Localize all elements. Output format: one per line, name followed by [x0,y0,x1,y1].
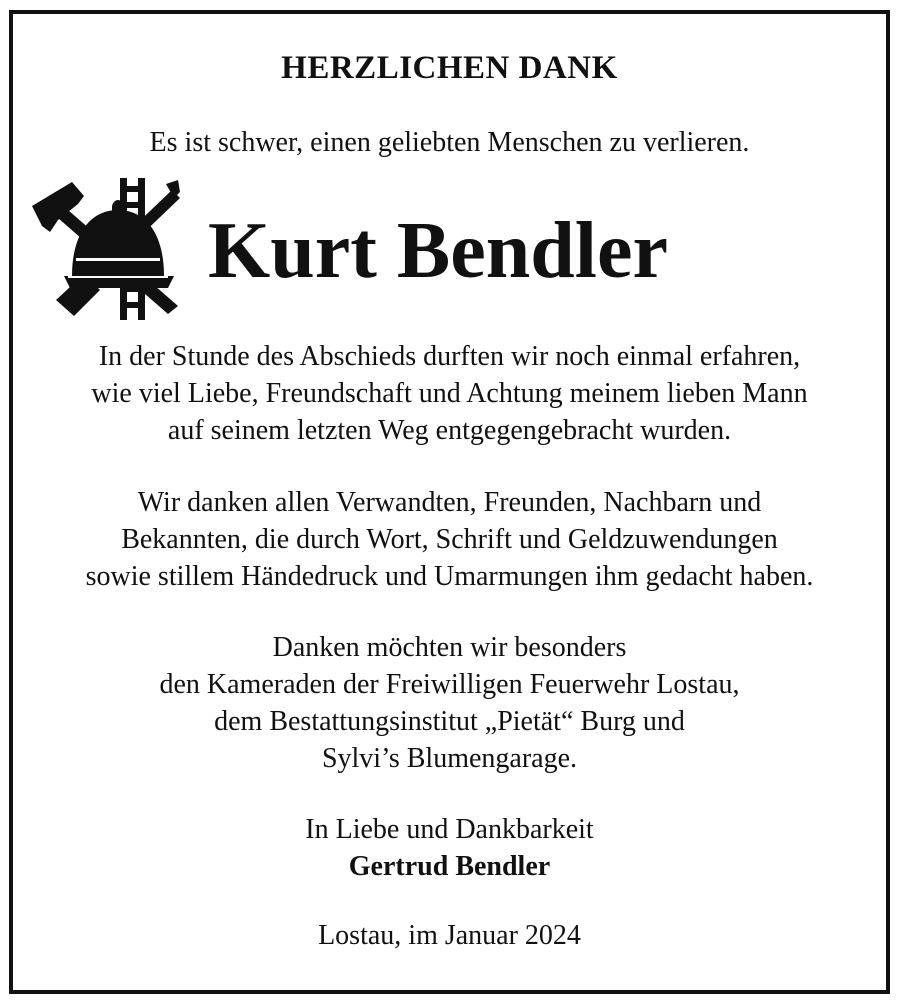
paragraph-line: sowie stillem Händedruck und Umarmungen ihm gedacht haben. [85,561,814,592]
paragraph-line: In der Stunde des Abschieds durften wir noch einmal erfahren, [98,341,801,372]
paragraph-line: Danken möchten wir besonders [272,632,627,663]
notice-heading: HERZLICHEN DANK [281,50,618,86]
paragraph-thanks [0,484,899,595]
signer-name: Gertrud Bendler [348,851,551,882]
paragraph-line: den Kameraden der Freiwilligen Feuerwehr Lostau, [159,669,740,700]
paragraph-special-thanks [0,629,899,777]
paragraph-line: Wir danken allen Verwandten, Freunden, Nachbarn und [137,487,762,518]
place-date: Lostau, im Januar 2024 [318,920,581,951]
intro-line: Es ist schwer, einen geliebten Menschen zu verlieren. [149,127,750,158]
closing-line: In Liebe und Dankbarkeit [305,814,594,845]
paragraph-line: dem Bestattungsinstitut „Pietät“ Burg und [214,706,685,737]
closing-block [0,811,899,885]
paragraph-line: auf seinem letzten Weg entgegengebracht wurden. [167,415,732,446]
paragraph-line: Bekannten, die durch Wort, Schrift und Geldzuwendungen [121,524,778,555]
paragraph-line: Sylvi’s Blumengarage. [321,743,578,774]
deceased-name: Kurt Bendler [208,207,668,295]
paragraph-farewell [0,338,899,449]
paragraph-line: wie viel Liebe, Freundschaft und Achtung meinem lieben Mann [91,378,808,409]
firefighter-emblem-icon [28,176,180,324]
